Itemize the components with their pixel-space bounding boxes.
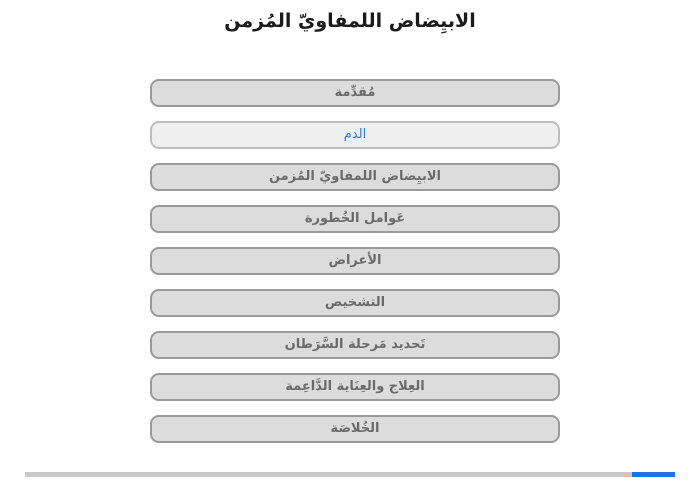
menu-item-symptoms[interactable]: الأعراض — [150, 247, 560, 275]
menu-item-summary[interactable]: الخُلاصَة — [150, 415, 560, 443]
menu-item-treatment-supportive-care[interactable]: العِلاج والعِنَاية الدَّاعِمة — [150, 373, 560, 401]
menu-item-cancer-staging[interactable]: تَحديد مَرحلة السَّرَطان — [150, 331, 560, 359]
menu-item-risk-factors[interactable]: عَوامل الخُطورة — [150, 205, 560, 233]
progress-bar-fill — [632, 472, 675, 477]
menu-item-diagnosis[interactable]: التشخيص — [150, 289, 560, 317]
menu-item-blood[interactable]: الدم — [150, 121, 560, 149]
progress-bar — [25, 472, 675, 477]
chapter-menu — [150, 79, 560, 457]
menu-item-chronic-lymphocytic-leukemia[interactable]: الابيِضاض اللمفاويّ المُزمن — [150, 163, 560, 191]
menu-item-introduction[interactable]: مُقدِّمة — [150, 79, 560, 107]
page-title: الابيِضاض اللمفاويّ المُزمن — [224, 10, 476, 32]
